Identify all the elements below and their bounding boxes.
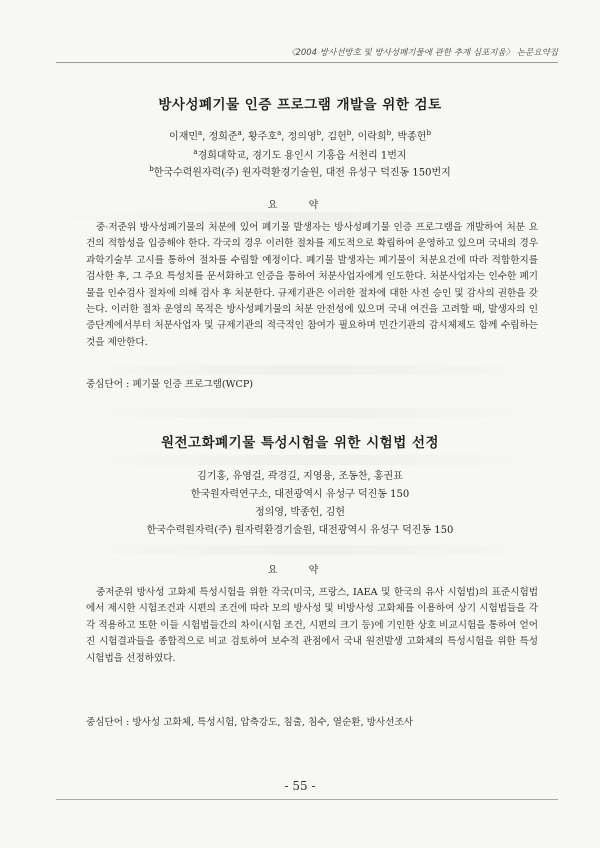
page-number: - 55 - [284,779,316,793]
paper1-abstract-heading: 요 약 [267,200,333,211]
paper2-author-line: 정의영, 박종헌, 김헌 [255,507,345,518]
paper1-abstract: 중·저준위 방사성폐기물의 처분에 있어 폐기물 발생자는 방사성폐기물 인증 프로그램을 개발하여 처분 요건의 적합성을 입증해야 한다. 각국의 경우 이러한 절차를 제도적으로 확립하여 운영하고 있으며 국내의 경우 과학기술부 고시를 통하여 절차를 수립할 예정이다. 폐기물 발생자는 폐기물이 처분요건에 따라 적합한지를 검사한 후, 그 주요 특성치를 문서화하고 인증을 통하여 처분사업자에게 인도한다. 처분사업자는 인수한 폐기물을 인수검사 절차에 의해 검사 후 처분한다. 규제기관은 이러한 절차에 대한 사전 승인 및 감사의 권한을 갖는다. 이러한 절차 운영의 목적은 방사성폐기물의 처분 안전성에 있으며 국내 여건을 고려할 때, 발생자의 인증단계에서부터 처분사업자 및 규제기관의 적극적인 참여가 필요하며 민간기관의 감시체제도 함께 수립하는 것을 제안한다. [86,222,538,348]
author-name: 김헌 [327,131,347,143]
running-header: 〈2004 방사선방호 및 방사성폐기물에 관한 추계 심포지움〉 논문요약집 [286,48,558,58]
author-name: 정희준 [208,131,238,143]
bleed-through [60,408,560,418]
paper2-abstract-heading: 요 약 [267,565,333,576]
author-name: 이재민 [169,131,199,143]
author-name: 박종헌 [397,131,427,143]
author-name: 정의영 [287,131,317,143]
paper2-author-line: 한국원자력연구소, 대전광역시 유성구 덕진동 150 [190,489,410,500]
author-name: 황주호 [248,131,278,143]
author-name: 이락희 [357,131,387,143]
header-rule [56,62,558,63]
paper2-title: 원전고화폐기물 특성시험을 위한 시험법 선정 [160,435,440,451]
paper2-keywords: 중심단어 : 방사성 고화체, 특성시험, 압축강도, 침출, 침수, 열순환, 방사선조사 [86,717,414,728]
bleed-through [60,455,560,465]
paper1-affiliation-a: $^a$경희대학교, 경기도 용인시 기흥읍 서천리 1번지 [193,148,407,162]
bleed-through [60,545,560,555]
paper2-abstract: 중저준위 방사성 고화체 특성시험을 위한 각국(미국, 프랑스, IAEA 및 한국의 유사 시험법)의 표준시험법에서 제시한 시험조건과 시편의 조건에 따라 모의 방사성 및 비방사성 고화체를 이용하여 상기 시험법들을 각각 적용하고 또한 이들 시험법들간의 차이(시험 조건, 시편의 크기 등)에 기인한 상호 비교시험을 통하여 얻어진 시험결과들을 종합적으로 비교 검토하여 보수적 관점에서 국내 원전발생 고화체의 특성시험을 위한 특성시험법을 선정하였다. [86,587,538,664]
paper1-affiliation-b: $^b$한국수력원자력(주) 원자력환경기술원, 대전 유성구 덕진동 150번지 [149,165,451,179]
paper2-author-line: 김기홍, 유영걸, 곽경길, 지영용, 조동찬, 홍권표 [197,471,403,482]
paper2-author-line: 한국수력원자력(주) 원자력환경기술원, 대전광역시 유성구 덕진동 150 [146,525,454,536]
paper1-keywords: 중심단어 : 폐기물 인증 프로그램(WCP) [86,379,254,390]
bleed-through [60,365,560,375]
paper1-title: 방사성폐기물 인증 프로그램 개발을 위한 검토 [158,97,442,113]
paper1-authors: 이재민$^a$, 정희준$^a$, 황주호$^a$, 정의영$^b$, 김헌$^b$, 이락희$^b$, 박종헌$^b$ [169,129,431,143]
footer-rule [56,799,558,800]
